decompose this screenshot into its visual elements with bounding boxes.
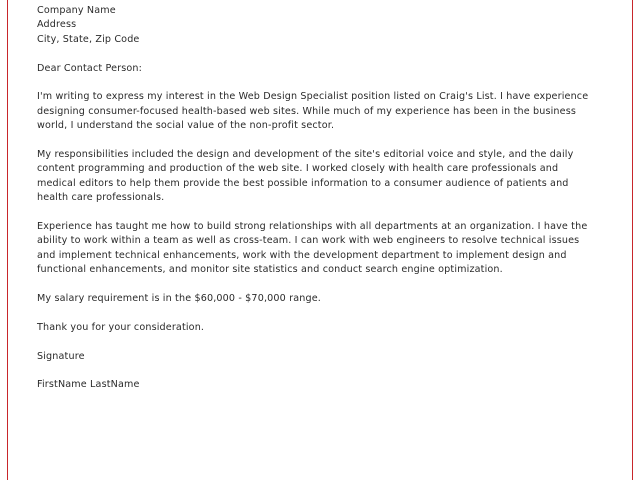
paragraph-thanks: Thank you for your consideration. [37,321,205,333]
signature-line: Signature [37,350,85,362]
salutation: Dear Contact Person: [37,62,143,74]
left-border-line [7,0,8,480]
paragraph-responsibilities: My responsibilities included the design and development of the site's editorial voice and style, and the daily content programming and production of the web site. I worked closely with health care professionals and medical editors to help them provide the best possible information to a consumer audience of patients and health care professionals. [37,149,574,204]
paragraph-salary: My salary requirement is in the $60,000 - $70,000 range. [37,293,321,305]
city-state-zip: City, State, Zip Code [37,33,140,45]
paragraph-interest: I'm writing to express my interest in the Web Design Specialist position listed on Craig's List. I have experience designing consumer-focused health-based web sites. While much of my experience has been in the business world, I understand the social value of the non-profit sector. [37,91,589,132]
street-address: Address [37,19,77,31]
cover-letter-body [37,4,597,407]
signer-name: FirstName LastName [37,379,140,391]
right-border-line [632,0,633,480]
company-name: Company Name [37,5,116,16]
paragraph-experience: Experience has taught me how to build strong relationships with all departments at an organization. I have the ability to work within a team as well as cross-team. I can work with web engineers to resolve technical issues and implement technical enhancements, work with the development department to implement design and functional enhancements, and monitor site statistics and conduct search engine optimization. [37,221,588,276]
recipient-address-block [37,4,597,47]
